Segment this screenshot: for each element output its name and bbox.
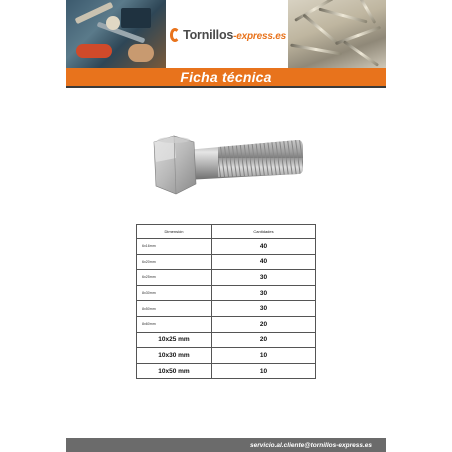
dimension-cell: 8x50mm [137,301,212,317]
title-banner [66,68,386,88]
logo-brand: Tornillos [183,28,234,42]
dimension-cell: 10x25 mm [137,332,212,348]
quantity-cell: 10 [212,348,316,364]
table-row [137,239,316,255]
quantity-cell: 40 [212,239,316,255]
dimension-cell: 6x16mm [137,239,212,255]
spec-sheet-page [66,0,386,452]
quantity-cell: 40 [212,254,316,270]
brand-logo[interactable] [170,24,286,46]
table-row [137,285,316,301]
table-row [137,363,316,379]
table-header-row [137,225,316,239]
table-row [137,270,316,286]
page-title: Ficha técnica [180,69,272,85]
logo-suffix: -express.es [233,31,286,42]
quantity-cell: 20 [212,316,316,332]
dimension-cell: 10x50 mm [137,363,212,379]
table-row [137,254,316,270]
table-row [137,316,316,332]
column-header-quantity: Cantidades [212,225,316,239]
table-row [137,332,316,348]
dimension-cell: 6x20mm [137,254,212,270]
dimension-cell: 10x30 mm [137,348,212,364]
hex-bolt-icon [146,128,306,202]
tools-photo [66,0,166,68]
column-header-dimension: Dimensión [137,225,212,239]
quantity-cell: 10 [212,363,316,379]
table-row [137,348,316,364]
support-email-link[interactable]: servicio.al.cliente@tornillos-express.es [250,441,372,449]
footer [66,438,386,452]
screws-photo [288,0,386,68]
dimension-cell: 8x60mm [137,316,212,332]
dimension-cell: 8x30mm [137,285,212,301]
quantity-cell: 30 [212,270,316,286]
header [66,0,386,85]
spiral-logo-icon [170,28,180,42]
quantity-cell: 20 [212,332,316,348]
table-row [137,301,316,317]
dimension-cell: 6x25mm [137,270,212,286]
spec-table [136,224,316,379]
quantity-cell: 30 [212,285,316,301]
quantity-cell: 30 [212,301,316,317]
